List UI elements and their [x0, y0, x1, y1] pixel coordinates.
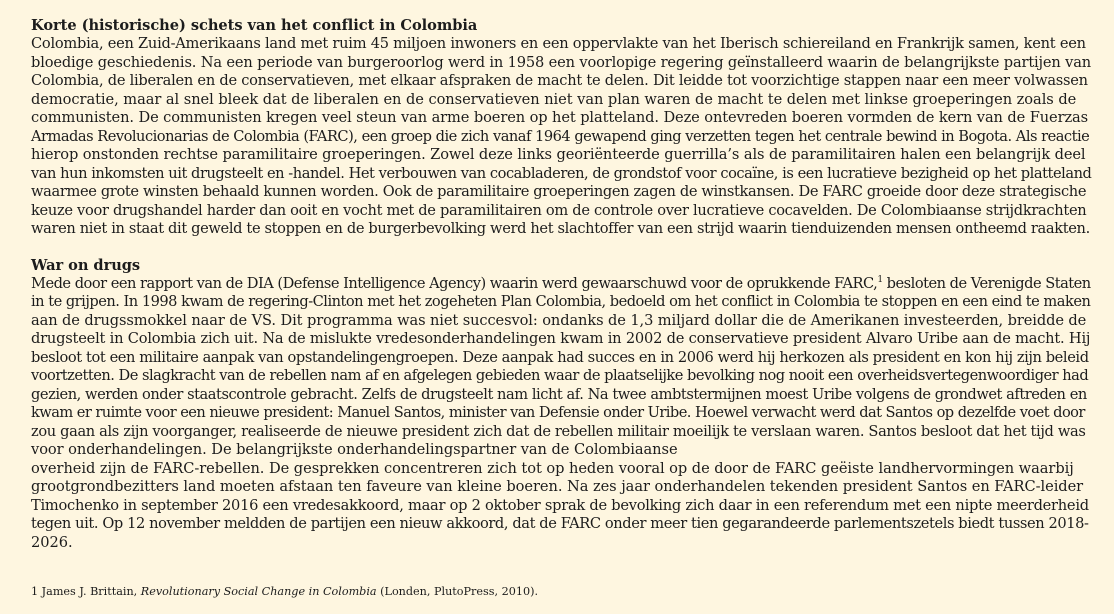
footnote-prefix: 1 James J. Brittain,: [31, 585, 141, 598]
text-line: in te grijpen. In 1998 kwam de regering-Clinton met het zogeheten Plan Colombia, bedoeld om het conflict in Colombia te stoppen en een eind te maken: [31, 293, 1091, 310]
text-line-end: besloten de Verenigde Staten: [882, 274, 1091, 292]
text-line: besloot tot een militaire aanpak van opstandelingengroepen. Deze aanpak had succes en in 2006 werd hij herkozen als president en kon hij zijn beleid: [31, 348, 1089, 366]
text-line: overheid zijn de FARC-rebellen. De gesprekken concentreren zich tot op heden vooral op de door de FARC geëiste landhervormingen waarbij: [31, 459, 1074, 477]
paragraph-history: [31, 35, 1091, 239]
paragraph-war-on-drugs: [31, 275, 1091, 553]
section-heading-war-on-drugs: War on drugs: [31, 256, 141, 274]
text-line: hierop onstonden rechtse paramilitaire groeperingen. Zowel deze links georiënteerde guerrilla’s als de paramilitairen halen een belangrijk deel: [31, 146, 1086, 163]
section-war-on-drugs: [31, 257, 1091, 553]
footnote-book-title: Revolutionary Social Change in Colombia: [140, 585, 377, 598]
footnote: [31, 585, 538, 599]
text-line: aan de drugssmokkel naar de VS. Dit programma was niet succesvol: ondanks de 1,3 miljard dollar die de Amerikanen investeerden, breidde de: [31, 311, 1087, 329]
text-line: democratie, maar al snel bleek dat de liberalen en de conservatieven niet van plan waren de macht te delen met linkse groeperingen zoals de: [31, 90, 1077, 108]
text-line: Armadas Revolucionarias de Colombia (FARC), een groep die zich vanaf 1964 gewapend ging verzetten tegen het centrale bewind in Bogota. Als reactie: [31, 127, 1090, 145]
text-line: waarmee grote winsten behaald kunnen worden. Ook de paramilitaire groeperingen zagen de winstkansen. De FARC groeide door deze strategische: [31, 183, 1087, 200]
text-line-start: Mede door een rapport van de DIA (Defense Intelligence Agency) waarin werd gewaarschuwd voor de oprukkende FARC,: [31, 274, 878, 292]
text-line: Colombia, een Zuid-Amerikaans land met ruim 45 miljoen inwoners en een oppervlakte van het Iberisch schiereiland en Frankrijk samen, kent een: [31, 35, 1086, 52]
text-line: bloedige geschiedenis. Na een periode van burgeroorlog werd in 1958 een voorlopige regering geïnstalleerd waarin de belangrijkste partijen van: [31, 53, 1092, 71]
footnote-suffix: (Londen, PlutoPress, 2010).: [376, 585, 539, 598]
text-line: zou gaan als zijn voorganger, realiseerde de nieuwe president zich dat de rebellen militair moeilijk te verslaan waren. Santos besloot dat het tijd was: [31, 422, 1086, 440]
document-body: [31, 17, 1091, 552]
text-line: communisten. De communisten kregen veel steun van arme boeren op het platteland. Deze ontevreden boeren vormden de kern van de Fuerzas: [31, 109, 1089, 126]
text-line: gezien, werden onder staatscontrole gebracht. Zelfs de drugsteelt nam licht af. Na twee ambtstermijnen moest Uribe volgens de grondwet aftreden en: [31, 385, 1087, 403]
text-line: drugsteelt in Colombia zich uit. Na de mislukte vredesonderhandelingen kwam in 2002 de conservatieve president Alvaro Uribe aan de macht. Hij: [31, 330, 1091, 347]
text-line: kwam er ruimte voor een nieuwe president: Manuel Santos, minister van Defensie onder Uribe. Hoewel verwacht werd dat Santos op dezelfde voet door: [31, 404, 1085, 421]
text-line: waren niet in staat dit geweld te stoppen en de burgerbevolking werd het slachtoffer van een strijd waarin tienduizenden mensen ontheemd raakten.: [31, 220, 1090, 237]
text-line: keuze voor drugshandel harder dan ooit en vocht met de paramilitairen om de controle over lucratieve cocavelden. De Colombiaanse strijdkrachten: [31, 201, 1087, 219]
text-line: 2026.: [31, 533, 73, 551]
text-line: Colombia, de liberalen en de conservatieven, met elkaar afspraken de macht te delen. Dit leidde tot voorzichtige stappen naar een meer volwassen: [31, 72, 1088, 89]
text-line: [31, 275, 1091, 294]
text-line: tegen uit. Op 12 november meldden de partijen een nieuw akkoord, dat de FARC onder meer tien gegarandeerde parlementszetels biedt tussen 2018-: [31, 515, 1089, 532]
section-history: [31, 17, 1091, 239]
footnote-reference: 1: [877, 274, 883, 285]
text-line: van hun inkomsten uit drugsteelt en -handel. Het verbouwen van cocabladeren, de grondstof voor cocaïne, is een lucratieve bezigheid op het platteland: [31, 164, 1092, 182]
text-line: voor onderhandelingen. De belangrijkste onderhandelingspartner van de Colombiaanse: [31, 441, 678, 458]
text-line: voortzetten. De slagkracht van de rebellen nam af en afgelegen gebieden waar de plaatselijke bevolking nog nooit een overheidsvertegenwoordiger had: [31, 367, 1089, 384]
section-heading-history: Korte (historische) schets van het conflict in Colombia: [31, 17, 478, 34]
text-line: Timochenko in september 2016 een vredesakkoord, maar op 2 oktober sprak de bevolking zich daar in een referendum met een nipte meerderheid: [31, 496, 1089, 514]
text-line: grootgrondbezitters land moeten afstaan ten faveure van kleine boeren. Na zes jaar onderhandelen tekenden president Santos en FARC-leider: [31, 478, 1084, 495]
